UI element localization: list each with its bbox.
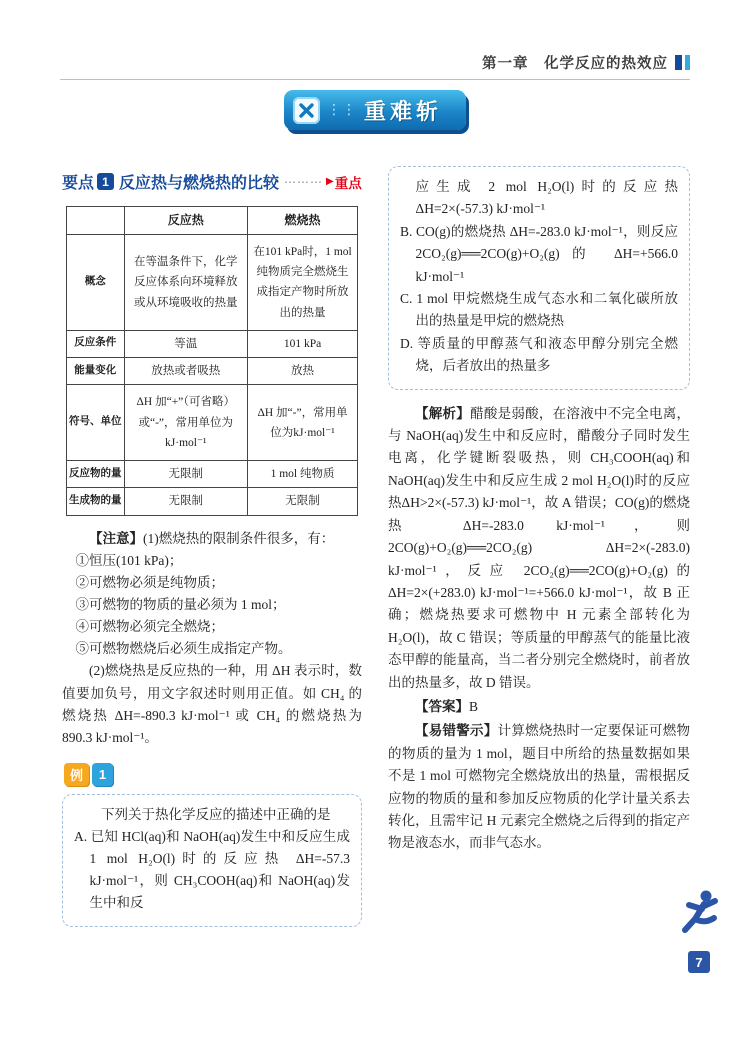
row-header: 符号、单位 (67, 385, 125, 460)
comparison-table (66, 206, 358, 516)
note-paragraph-2: (2)燃烧热是反应热的一种，用 ΔH 表示时，数值要加负号，用文字叙述时则用正值。如 CH₄ 的燃烧热 ΔH=-890.3 kJ·mol⁻¹ 或 CH₄ 的燃烧热为 890.3 kJ·mol⁻¹。 (62, 663, 362, 745)
table-row-reactant-amount (67, 460, 358, 487)
table-cell: 无限制 (124, 488, 248, 515)
options-box (388, 166, 690, 390)
warning-paragraph (388, 720, 690, 854)
row-header: 反应物的量 (67, 460, 125, 487)
dots-separator-icon: ⋮⋮ (326, 102, 357, 118)
page-header (482, 52, 690, 73)
row-header: 反应条件 (67, 330, 125, 357)
note-item-2: ②可燃物必须是纯物质； (75, 574, 224, 590)
header-accent-bars (675, 55, 690, 70)
table-cell: 无限制 (248, 488, 358, 515)
example-number-badge: 1 (92, 763, 113, 786)
option-d: D. 等质量的甲醇蒸气和液态甲醇分别完全燃烧，后者放出的热量多 (400, 335, 678, 374)
key-section-banner (284, 90, 466, 130)
table-row-product-amount (67, 488, 358, 515)
question-box (62, 794, 362, 927)
keypoint-number-badge: 1 (97, 173, 114, 190)
table-cell: 在101 kPa时，1 mol纯物质完全燃烧生成指定产物时所放出的热量 (248, 235, 358, 331)
question-text: 下列关于热化学反应的描述中正确的是 (101, 806, 331, 822)
example-label-badge: 例 (64, 763, 89, 786)
answer-line (388, 696, 690, 718)
chapter-title: 第一章 化学反应的热效应 (482, 56, 668, 72)
keypoint-title: 反应热与燃烧热的比较 (119, 175, 280, 192)
note-intro-text: (1)燃烧热的限制条件很多，有： (143, 530, 335, 546)
crossed-swords-icon (293, 97, 320, 124)
option-a: A. 已知 HCl(aq)和 NaOH(aq)发生中和反应生成 1 mol H₂O(l)时的反应热 ΔH=-57.3 kJ·mol⁻¹，则 CH₃COOH(aq)和 NaOH(aq)发生中和反 (74, 829, 350, 911)
table-cell: 101 kPa (248, 330, 358, 357)
table-corner-cell (67, 207, 125, 235)
warning-text: 计算燃烧热时一定要保证可燃物的物质的量为 1 mol，题目中所给的热量数据如果不是 1 mol 可燃物完全燃烧放出的热量，需根据反应物的物质的量和参加反应物质的化学计量关系去转化，且需牢记 H 元素完全燃烧之后得到的指定产物是液态水，而非气态水。 (388, 723, 691, 851)
table-cell: 无限制 (124, 460, 248, 487)
analysis-paragraph (388, 403, 690, 694)
example-badge (64, 763, 362, 786)
answer-value: B (469, 698, 479, 714)
row-header: 生成物的量 (67, 488, 125, 515)
table-row-conditions (67, 330, 358, 357)
table-row-energy-change (67, 358, 358, 385)
table-row-concept (67, 235, 358, 331)
note-item-1: ①恒压(101 kPa)； (75, 552, 183, 568)
row-header: 概念 (67, 235, 125, 331)
note-label: 【注意】 (89, 530, 143, 546)
header-divider (60, 79, 690, 80)
table-row-symbol-unit (67, 385, 358, 460)
banner-title: 重难斩 (363, 98, 443, 124)
martial-artist-figure (680, 888, 722, 947)
page-number-badge: 7 (688, 951, 710, 973)
analysis-text: 醋酸是弱酸，在溶液中不完全电离，与 NaOH(aq)发生中和反应时，醋酸分子同时发生电离，化学键断裂吸热，则 CH₃COOH(aq)和 NaOH(aq)发生中和反应生成 2 mol H₂O(l)时的反应热ΔH>2×(-57.3) kJ·mol⁻¹，故 A 错误；CO(g)的燃烧热 ΔH=-283.0 kJ·mol⁻¹，则 2CO(g)+O₂(g)══2CO₂(g) ΔH=2×(-283.0) kJ·mol⁻¹，反应 2CO₂(g)══2CO(g)+O₂(g)的 ΔH=2×(+283.0) kJ·mol⁻¹=+566.0 kJ·mol⁻¹，故 B 正确；燃烧热要求可燃物中 H 元素全部转化为 H₂O(l)，故 C 错误；等质量的甲醇蒸气的能量比液态甲醇的能量高，当二者分别完全燃烧时，前者放出的热量多，故 D 错误。 (388, 405, 691, 690)
accent-bar-dark (675, 55, 682, 70)
column-header-reaction-heat: 反应热 (124, 207, 248, 235)
dotted-leader: ⋯⋯⋯ (284, 174, 324, 189)
table-cell: 放热或者吸热 (124, 358, 248, 385)
table-cell: 1 mol 纯物质 (248, 460, 358, 487)
table-cell: 等温 (124, 330, 248, 357)
table-cell: ΔH 加“-”，常用单位为kJ·mol⁻¹ (248, 385, 358, 460)
table-cell: 放热 (248, 358, 358, 385)
note-item-5: ⑤可燃物燃烧后必须生成指定产物。 (75, 641, 292, 657)
note-section (62, 528, 362, 749)
left-column (62, 170, 362, 927)
option-a-continuation: 应生成 2 mol H₂O(l)时的反应热 ΔH=2×(-57.3) kJ·mol⁻¹ (415, 179, 678, 217)
table-header-row (67, 207, 358, 235)
option-b: B. CO(g)的燃烧热 ΔH=-283.0 kJ·mol⁻¹，则反应 2CO₂(g)══2CO(g)+O₂(g)的 ΔH=+566.0 kJ·mol⁻¹ (400, 223, 678, 284)
note-item-4: ④可燃物必须完全燃烧； (75, 619, 224, 635)
row-header: 能量变化 (67, 358, 125, 385)
warning-label: 【易错警示】 (415, 723, 498, 739)
importance-tag: 重点 (334, 175, 362, 191)
note-intro (62, 528, 362, 550)
accent-bar-light (685, 55, 690, 70)
answer-label: 【答案】 (415, 698, 469, 714)
right-column (388, 166, 690, 855)
keypoint-heading (62, 170, 362, 193)
analysis-label: 【解析】 (415, 405, 471, 421)
keypoint-label: 要点 (62, 175, 95, 192)
column-header-combustion-heat: 燃烧热 (248, 207, 358, 235)
table-cell: 在等温条件下，化学反应体系向环境释放或从环境吸收的热量 (124, 235, 248, 331)
arrow-icon: ▶ (326, 176, 334, 187)
table-cell: ΔH 加“+”（可省略）或“-”，常用单位为kJ·mol⁻¹ (124, 385, 248, 460)
note-item-3: ③可燃物的物质的量必须为 1 mol； (75, 597, 286, 612)
option-c: C. 1 mol 甲烷燃烧生成气态水和二氧化碳所放出的热量是甲烷的燃烧热 (400, 291, 678, 329)
